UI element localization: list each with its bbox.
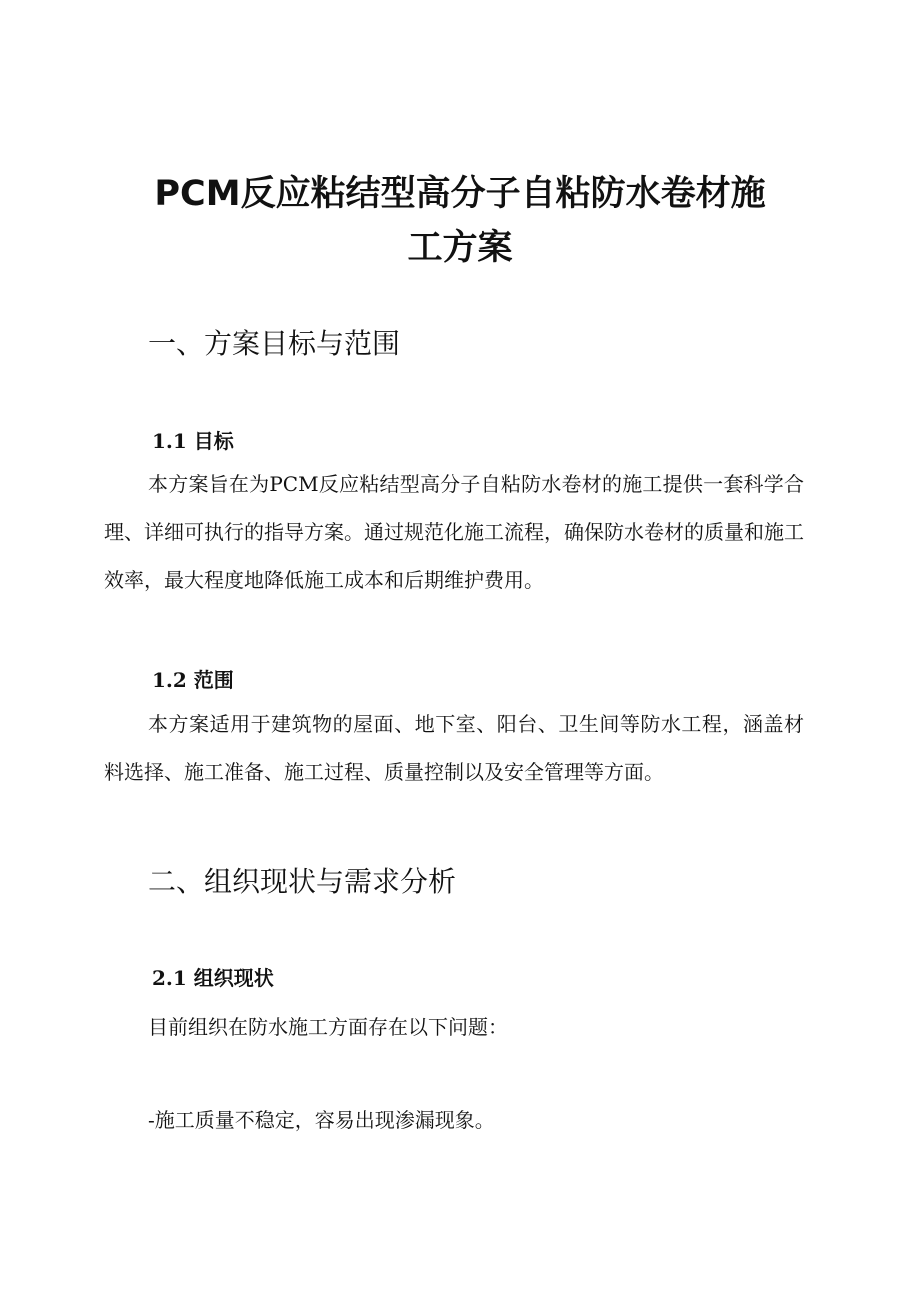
- section-heading-2: 二、组织现状与需求分析: [148, 865, 457, 898]
- list-item: -施工质量不稳定，容易出现渗漏现象。: [148, 1108, 495, 1132]
- subsection-heading-1-2: 1.2 范围: [152, 668, 234, 692]
- section-heading-1: 一、方案目标与范围: [148, 327, 401, 360]
- subsection-heading-2-1: 2.1 组织现状: [152, 966, 274, 990]
- subsection-heading-1-1: 1.1 目标: [152, 429, 234, 453]
- paragraph-status-intro: 目前组织在防水施工方面存在以下问题：: [148, 1015, 508, 1039]
- paragraph-goal: 本方案旨在为PCM反应粘结型高分子自粘防水卷材的施工提供一套科学合理、详细可执行的指导方案。通过规范化施工流程，确保防水卷材的质量和施工效率，最大程度地降低施工成本和后期维护费用。: [104, 472, 804, 592]
- document-title-line-2: 工方案: [407, 228, 513, 268]
- paragraph-scope: 本方案适用于建筑物的屋面、地下室、阳台、卫生间等防水工程，涵盖材料选择、施工准备、施工过程、质量控制以及安全管理等方面。: [104, 712, 804, 784]
- document-title-line-1: PCM反应粘结型高分子自粘防水卷材施: [154, 174, 766, 214]
